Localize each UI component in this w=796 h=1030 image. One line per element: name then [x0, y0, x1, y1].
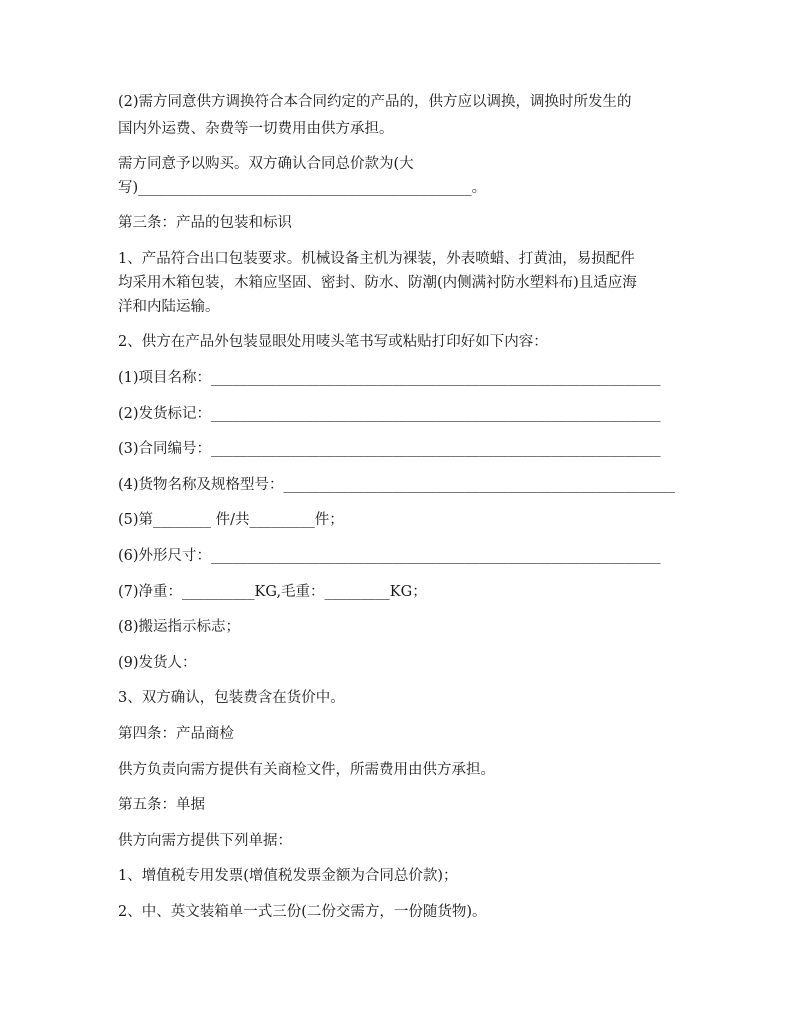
- document-item-1: 1、增值税专用发票(增值税发票金额为合同总价款)；: [118, 868, 458, 884]
- field-shipping-mark: (2)发货标记：______________________________________________________________: [118, 406, 661, 422]
- inspection-clause: 供方负责向需方提供有关商检文件，所需费用由供方承担。: [118, 762, 495, 778]
- field-project-name: (1)项目名称：______________________________________________________________: [118, 370, 661, 386]
- document-item-2: 2、中、英文装箱单一式三份(二份交需方，一份随货物)。: [118, 904, 487, 920]
- total-price-line-1: 需方同意予以购买。双方确认合同总价款为(大: [118, 156, 414, 172]
- article-5-heading: 第五条：单据: [118, 797, 205, 813]
- field-contract-number: (3)合同编号：______________________________________________________________: [118, 441, 661, 457]
- clause-2-line-2: 国内外运费、杂费等一切费用由供方承担。: [118, 121, 394, 137]
- field-weight: (7)净重：__________KG,毛重：_________KG；: [118, 584, 427, 600]
- documents-intro: 供方向需方提供下列单据：: [118, 833, 292, 849]
- field-shipper: (9)发货人：: [118, 655, 197, 671]
- packaging-req-line-2: 均采用木箱包装，木箱应坚固、密封、防水、防潮(内侧满衬防水塑料布)且适应海: [118, 275, 637, 291]
- marking-intro: 2、供方在产品外包装显眼处用唛头笔书写或粘贴打印好如下内容：: [118, 334, 548, 350]
- field-piece-count: (5)第________ 件/共_________件；: [118, 512, 344, 528]
- packaging-req-line-1: 1、产品符合出口包装要求。机械设备主机为裸装，外表喷蜡、打黄油，易损配件: [118, 251, 635, 267]
- field-dimensions: (6)外形尺寸：______________________________________________________________: [118, 548, 661, 564]
- clause-2-line-1: (2)需方同意供方调换符合本合同约定的产品的，供方应以调换，调换时所发生的: [118, 94, 632, 110]
- article-4-heading: 第四条：产品商检: [118, 726, 234, 742]
- packaging-req-line-3: 洋和内陆运输。: [118, 299, 220, 315]
- packaging-fee-clause: 3、双方确认，包装费含在货价中。: [118, 690, 345, 706]
- field-handling-marks: (8)搬运指示标志；: [118, 619, 241, 635]
- field-goods-name-spec: (4)货物名称及规格型号：______________________________________________________: [118, 477, 676, 493]
- article-3-heading: 第三条：产品的包装和标识: [118, 215, 292, 231]
- total-price-line-2: 写)______________________________________________。: [118, 180, 487, 196]
